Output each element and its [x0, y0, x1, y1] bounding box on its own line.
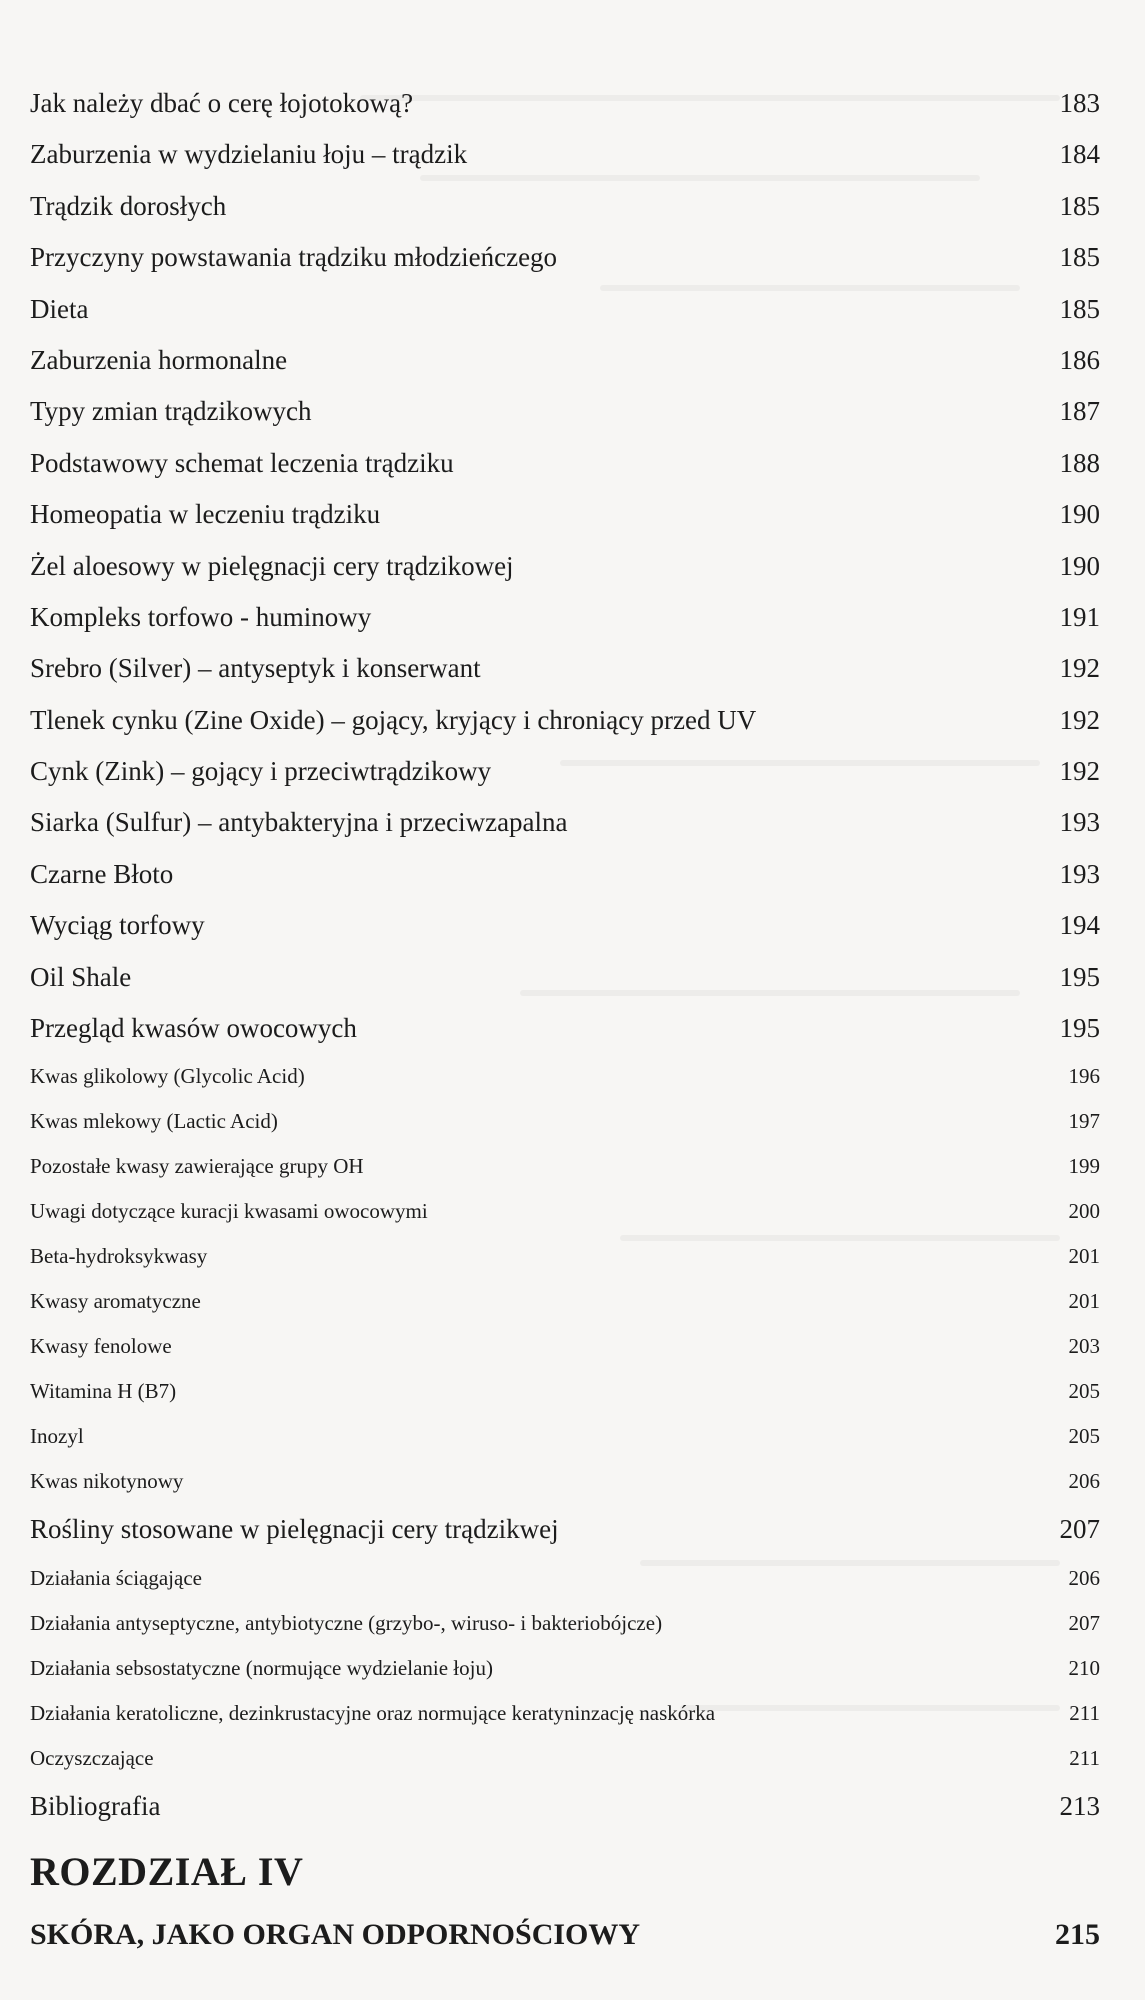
toc-entry-title: Oil Shale: [30, 961, 132, 992]
toc-entry-page-number: 192: [1059, 704, 1100, 735]
toc-entry-page-number: 210: [1068, 1655, 1100, 1680]
toc-entry[interactable]: [30, 232, 1100, 283]
toc-entry-title: Przegląd kwasów owocowych: [30, 1013, 357, 1044]
toc-entry-page-number: 207: [1068, 1610, 1100, 1635]
toc-entry-title: Przyczyny powstawania trądziku młodzieńczego: [30, 242, 558, 273]
toc-entry-title: Podstawowy schemat leczenia trądziku: [30, 447, 454, 478]
toc-entry-title: Trądzik dorosłych: [30, 190, 227, 221]
toc-entry-title: Kwas nikotynowy: [30, 1469, 184, 1494]
toc-entry-title: Witamina H (B7): [30, 1379, 177, 1404]
toc-entry-page-number: 197: [1068, 1109, 1100, 1134]
toc-entry[interactable]: [30, 78, 1100, 129]
toc-entry[interactable]: [30, 438, 1100, 489]
toc-entry-title: Tlenek cynku (Zine Oxide) – gojący, kryjący i chroniący przed UV: [30, 704, 757, 735]
toc-entry-title: Działania ściągające: [30, 1565, 202, 1590]
toc-entry[interactable]: [30, 541, 1100, 592]
toc-entry[interactable]: [30, 1099, 1100, 1144]
toc-entry-title: Srebro (Silver) – antyseptyk i konserwant: [30, 653, 481, 684]
toc-entry-title: Dieta: [30, 293, 89, 324]
toc-entry-title: Typy zmian trądzikowych: [30, 396, 312, 427]
table-of-contents: [30, 78, 1100, 1832]
toc-entry-page-number: 194: [1059, 910, 1100, 941]
toc-entry-title: Oczyszczające: [30, 1745, 154, 1770]
toc-entry[interactable]: [30, 284, 1100, 335]
toc-entry-title: Homeopatia w leczeniu trądziku: [30, 499, 381, 530]
toc-entry[interactable]: [30, 643, 1100, 694]
toc-entry[interactable]: [30, 1369, 1100, 1414]
toc-entry[interactable]: [30, 181, 1100, 232]
toc-entry-title: Jak należy dbać o cerę łojotokową?: [30, 88, 414, 118]
toc-entry-title: Pozostałe kwasy zawierające grupy OH: [30, 1154, 364, 1179]
toc-entry-page-number: 186: [1059, 344, 1100, 375]
toc-entry-page-number: 206: [1068, 1565, 1100, 1590]
toc-entry-title: Czarne Błoto: [30, 858, 174, 889]
toc-entry-title: Działania sebsostatyczne (normujące wydzielanie łoju): [30, 1655, 493, 1680]
toc-entry-page-number: 205: [1068, 1424, 1100, 1449]
toc-entry-title: Siarka (Sulfur) – antybakteryjna i przeciwzapalna: [30, 807, 568, 838]
toc-entry-title: Kwas mlekowy (Lactic Acid): [30, 1109, 278, 1134]
toc-entry[interactable]: [30, 386, 1100, 437]
toc-entry[interactable]: [30, 1781, 1100, 1832]
toc-entry-page-number: 183: [1059, 88, 1100, 118]
chapter-entry[interactable]: [30, 1918, 1100, 1952]
chapter-page-number: 215: [1055, 1918, 1100, 1951]
toc-entry-page-number: 184: [1059, 139, 1100, 170]
toc-entry-title: Bibliografia: [30, 1790, 161, 1821]
toc-entry[interactable]: [30, 1414, 1100, 1459]
chapter-heading: ROZDZIAŁ IV: [30, 1849, 304, 1894]
toc-entry-page-number: 192: [1059, 653, 1100, 684]
toc-entry-title: Rośliny stosowane w pielęgnacji cery trądzikwej: [30, 1514, 559, 1545]
toc-entry[interactable]: [30, 797, 1100, 848]
toc-entry[interactable]: [30, 695, 1100, 746]
toc-entry-page-number: 201: [1068, 1289, 1100, 1314]
toc-entry-page-number: 188: [1059, 447, 1100, 478]
toc-entry[interactable]: [30, 746, 1100, 797]
toc-entry-page-number: 211: [1069, 1745, 1100, 1770]
toc-entry-title: Kwasy aromatyczne: [30, 1289, 201, 1314]
toc-entry-page-number: 187: [1059, 396, 1100, 427]
toc-entry[interactable]: [30, 952, 1100, 1003]
toc-entry-page-number: 185: [1059, 190, 1100, 221]
toc-entry[interactable]: [30, 1234, 1100, 1279]
toc-entry-page-number: 193: [1059, 807, 1100, 838]
toc-entry-title: Żel aloesowy w pielęgnacji cery trądzikowej: [30, 550, 514, 581]
toc-entry[interactable]: [30, 1144, 1100, 1189]
toc-entry-title: Zaburzenia w wydzielaniu łoju – trądzik: [30, 139, 468, 170]
toc-entry[interactable]: [30, 1556, 1100, 1601]
toc-entry[interactable]: [30, 1279, 1100, 1324]
toc-entry-page-number: 195: [1059, 961, 1100, 992]
toc-entry-page-number: 211: [1069, 1700, 1100, 1725]
toc-entry-page-number: 213: [1059, 1790, 1100, 1821]
toc-entry[interactable]: [30, 592, 1100, 643]
toc-entry-title: Kwas glikolowy (Glycolic Acid): [30, 1064, 305, 1089]
toc-entry-title: Kwasy fenolowe: [30, 1334, 172, 1359]
toc-entry[interactable]: [30, 1459, 1100, 1504]
toc-entry[interactable]: [30, 849, 1100, 900]
toc-entry-page-number: 195: [1059, 1013, 1100, 1044]
toc-entry-page-number: 196: [1068, 1064, 1100, 1089]
toc-entry[interactable]: [30, 1054, 1100, 1099]
toc-entry-page-number: 190: [1059, 550, 1100, 581]
toc-entry-title: Działania antyseptyczne, antybiotyczne (grzybo-, wiruso- i bakteriobójcze): [30, 1610, 663, 1635]
toc-entry-page-number: 191: [1059, 601, 1100, 632]
toc-entry-page-number: 192: [1059, 756, 1100, 787]
toc-entry[interactable]: [30, 1324, 1100, 1369]
toc-entry[interactable]: [30, 1601, 1100, 1646]
toc-entry-title: Działania keratoliczne, dezinkrustacyjne oraz normujące keratyninzację naskórka: [30, 1700, 716, 1725]
toc-entry-title: Uwagi dotyczące kuracji kwasami owocowymi: [30, 1199, 428, 1224]
toc-entry-page-number: 201: [1068, 1244, 1100, 1269]
toc-entry-page-number: 205: [1068, 1379, 1100, 1404]
toc-entry-title: Inozyl: [30, 1424, 84, 1449]
toc-entry-page-number: 185: [1059, 293, 1100, 324]
toc-entry-page-number: 185: [1059, 242, 1100, 273]
toc-entry-title: Beta-hydroksykwasy: [30, 1244, 208, 1269]
toc-entry-title: Kompleks torfowo - huminowy: [30, 601, 372, 632]
toc-entry-title: Cynk (Zink) – gojący i przeciwtrądzikowy: [30, 756, 492, 787]
toc-entry-page-number: 206: [1068, 1469, 1100, 1494]
toc-entry-title: Wyciąg torfowy: [30, 910, 205, 941]
toc-entry-page-number: 207: [1059, 1514, 1100, 1545]
toc-entry-page-number: 200: [1068, 1199, 1100, 1224]
toc-entry-page-number: 190: [1059, 499, 1100, 530]
toc-entry[interactable]: [30, 1736, 1100, 1781]
toc-entry[interactable]: [30, 1691, 1100, 1736]
toc-entry-page-number: 199: [1068, 1154, 1100, 1179]
toc-entry[interactable]: [30, 335, 1100, 386]
toc-entry[interactable]: [30, 1646, 1100, 1691]
chapter-title: SKÓRA, JAKO ORGAN ODPORNOŚCIOWY: [30, 1918, 641, 1951]
toc-entry-page-number: 193: [1059, 858, 1100, 889]
toc-entry[interactable]: [30, 489, 1100, 540]
toc-entry[interactable]: [30, 1504, 1100, 1555]
toc-entry-page-number: 203: [1068, 1334, 1100, 1359]
toc-entry[interactable]: [30, 1003, 1100, 1054]
toc-entry[interactable]: [30, 129, 1100, 180]
toc-entry-title: Zaburzenia hormonalne: [30, 344, 288, 375]
toc-entry[interactable]: [30, 900, 1100, 951]
toc-entry[interactable]: [30, 1189, 1100, 1234]
